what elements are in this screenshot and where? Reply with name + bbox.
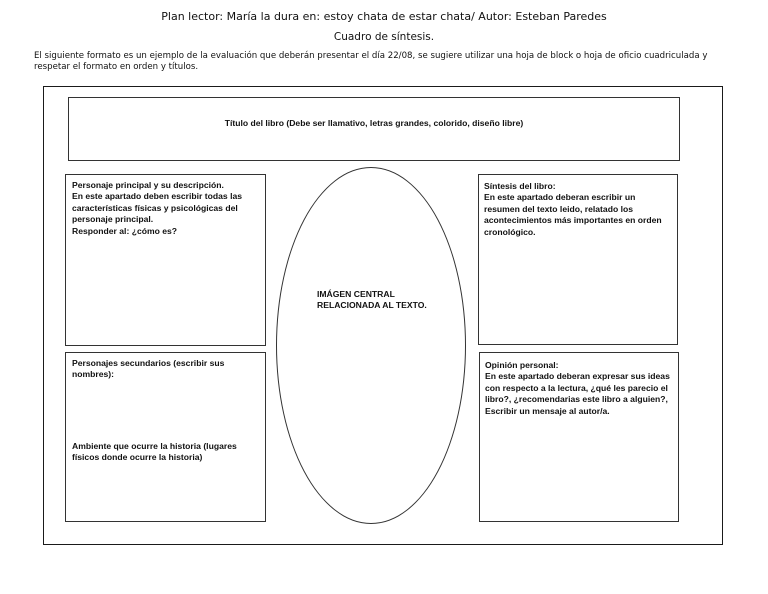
instructions-paragraph: El siguiente formato es un ejemplo de la evaluación que deberán presentar el día 22/08, se sugiere utilizar una hoja de block o hoja de oficio cuadriculada y respetar el formato en orden y títulos. (34, 51, 708, 72)
environment-heading: Ambiente que ocurre la historia (lugares físicos donde ocurre la historia) (72, 440, 237, 463)
central-image-label: IMÁGEN CENTRAL RELACIONADA AL TEXTO. (317, 289, 427, 311)
personal-opinion-instructions: En este apartado deberan expresar sus ideas con respecto a la lectura, ¿qué les parecio el libro?, ¿recomendarias este libro a alguien?, Escribir un mensaje al autor/a. (485, 371, 670, 416)
synthesis-box (478, 174, 678, 345)
main-character-box (65, 174, 266, 346)
main-character-prompt: Responder al: ¿cómo es? (72, 225, 178, 236)
secondary-characters-heading: Personajes secundarios (escribir sus nombres): (72, 358, 225, 380)
main-character-heading: Personaje principal y su descripción. (72, 180, 224, 190)
secondary-characters-space (72, 381, 259, 441)
personal-opinion-heading: Opinión personal: (485, 360, 559, 370)
book-title-box (68, 97, 680, 161)
synthesis-heading: Síntesis del libro: (484, 181, 556, 191)
document-subtitle: Cuadro de síntesis. (333, 31, 435, 43)
central-image-ellipse (276, 167, 466, 524)
main-character-instructions: En este apartado deben escribir todas las características físicas y psicológicas del personaje principal. (72, 191, 243, 225)
secondary-characters-box (65, 352, 266, 522)
personal-opinion-box (479, 352, 679, 522)
book-title-box-label: Título del libro (Debe ser llamativo, letras grandes, colorido, diseño libre) (224, 118, 524, 129)
synthesis-instructions: En este apartado deberan escribir un resumen del texto leido, relatado los acontecimientos más importantes en orden cronológico. (484, 192, 662, 237)
document-title: Plan lector: María la dura en: estoy chata de estar chata/ Autor: Esteban Paredes (161, 10, 607, 23)
